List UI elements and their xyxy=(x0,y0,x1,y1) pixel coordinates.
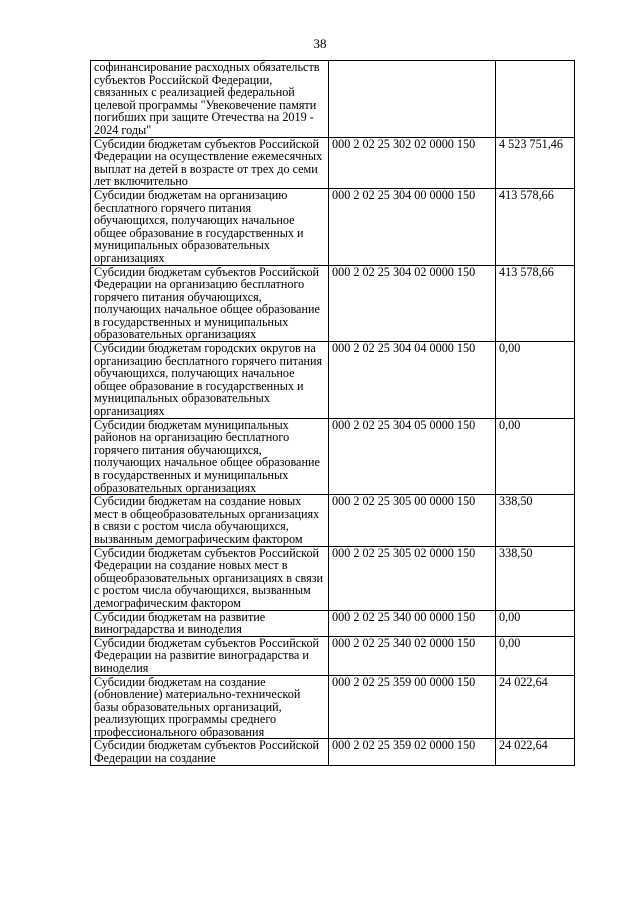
row-code-cell: 000 2 02 25 340 00 0000 150 xyxy=(329,610,496,636)
row-name-cell: Субсидии бюджетам городских округов на организацию бесплатного горячего питания обучающихся, получающих начальное общее образование в государственных и муниципальных образовательных организациях xyxy=(91,342,329,419)
row-name-cell: Субсидии бюджетам субъектов Российской Федерации на организацию бесплатного горячего питания обучающихся, получающих начальное общее образование в государственных и муниципальных образовательных организациях xyxy=(91,265,329,342)
row-code-cell: 000 2 02 25 340 02 0000 150 xyxy=(329,636,496,675)
row-code-cell: 000 2 02 25 304 04 0000 150 xyxy=(329,342,496,419)
row-amount-cell: 338,50 xyxy=(496,546,575,610)
table-row xyxy=(91,265,575,342)
budget-table xyxy=(90,60,575,766)
table-row xyxy=(91,495,575,546)
row-code-cell xyxy=(329,61,496,138)
row-amount-cell xyxy=(496,61,575,138)
row-amount-cell: 338,50 xyxy=(496,495,575,546)
table-row xyxy=(91,188,575,265)
row-amount-cell: 0,00 xyxy=(496,342,575,419)
row-name-cell: Субсидии бюджетам субъектов Российской Федерации на осуществление ежемесячных выплат на детей в возрасте от трех до семи лет включительно xyxy=(91,137,329,188)
budget-table-body xyxy=(91,61,575,766)
row-name-cell: Субсидии бюджетам на создание новых мест в общеобразовательных организациях в связи с ростом числа обучающихся, вызванным демографическим фактором xyxy=(91,495,329,546)
row-amount-cell: 0,00 xyxy=(496,610,575,636)
row-code-cell: 000 2 02 25 304 02 0000 150 xyxy=(329,265,496,342)
table-row xyxy=(91,636,575,675)
table-row xyxy=(91,61,575,138)
table-row xyxy=(91,675,575,739)
row-name-cell: Субсидии бюджетам на создание (обновление) материально-технической базы образовательных организаций, реализующих программы среднего профессионального образования xyxy=(91,675,329,739)
row-name-cell: софинансирование расходных обязательств субъектов Российской Федерации, связанных с реализацией федеральной целевой программы "Увековечение памяти погибших при защите Отечества на 2019 - 2024 годы" xyxy=(91,61,329,138)
table-row xyxy=(91,418,575,495)
row-name-cell: Субсидии бюджетам субъектов Российской Федерации на создание новых мест в общеобразовательных организациях в связи с ростом числа обучающихся, вызванным демографическим фактором xyxy=(91,546,329,610)
table-row xyxy=(91,739,575,765)
table-row xyxy=(91,610,575,636)
table-row xyxy=(91,546,575,610)
row-amount-cell: 0,00 xyxy=(496,636,575,675)
row-amount-cell: 413 578,66 xyxy=(496,265,575,342)
row-code-cell: 000 2 02 25 359 02 0000 150 xyxy=(329,739,496,765)
row-code-cell: 000 2 02 25 305 02 0000 150 xyxy=(329,546,496,610)
row-name-cell: Субсидии бюджетам на развитие виноградарства и виноделия xyxy=(91,610,329,636)
row-amount-cell: 4 523 751,46 xyxy=(496,137,575,188)
table-row xyxy=(91,342,575,419)
table-row xyxy=(91,137,575,188)
row-amount-cell: 0,00 xyxy=(496,418,575,495)
row-code-cell: 000 2 02 25 304 05 0000 150 xyxy=(329,418,496,495)
row-name-cell: Субсидии бюджетам на организацию бесплатного горячего питания обучающихся, получающих начальное общее образование в государственных и муниципальных образовательных организациях xyxy=(91,188,329,265)
row-amount-cell: 24 022,64 xyxy=(496,675,575,739)
row-name-cell: Субсидии бюджетам муниципальных районов на организацию бесплатного горячего питания обучающихся, получающих начальное общее образование в государственных и муниципальных образовательных организациях xyxy=(91,418,329,495)
row-code-cell: 000 2 02 25 359 00 0000 150 xyxy=(329,675,496,739)
page-number: 38 xyxy=(313,36,327,51)
row-amount-cell: 24 022,64 xyxy=(496,739,575,765)
row-name-cell: Субсидии бюджетам субъектов Российской Федерации на создание xyxy=(91,739,329,765)
row-code-cell: 000 2 02 25 305 00 0000 150 xyxy=(329,495,496,546)
row-name-cell: Субсидии бюджетам субъектов Российской Федерации на развитие виноградарства и виноделия xyxy=(91,636,329,675)
row-code-cell: 000 2 02 25 304 00 0000 150 xyxy=(329,188,496,265)
row-code-cell: 000 2 02 25 302 02 0000 150 xyxy=(329,137,496,188)
row-amount-cell: 413 578,66 xyxy=(496,188,575,265)
